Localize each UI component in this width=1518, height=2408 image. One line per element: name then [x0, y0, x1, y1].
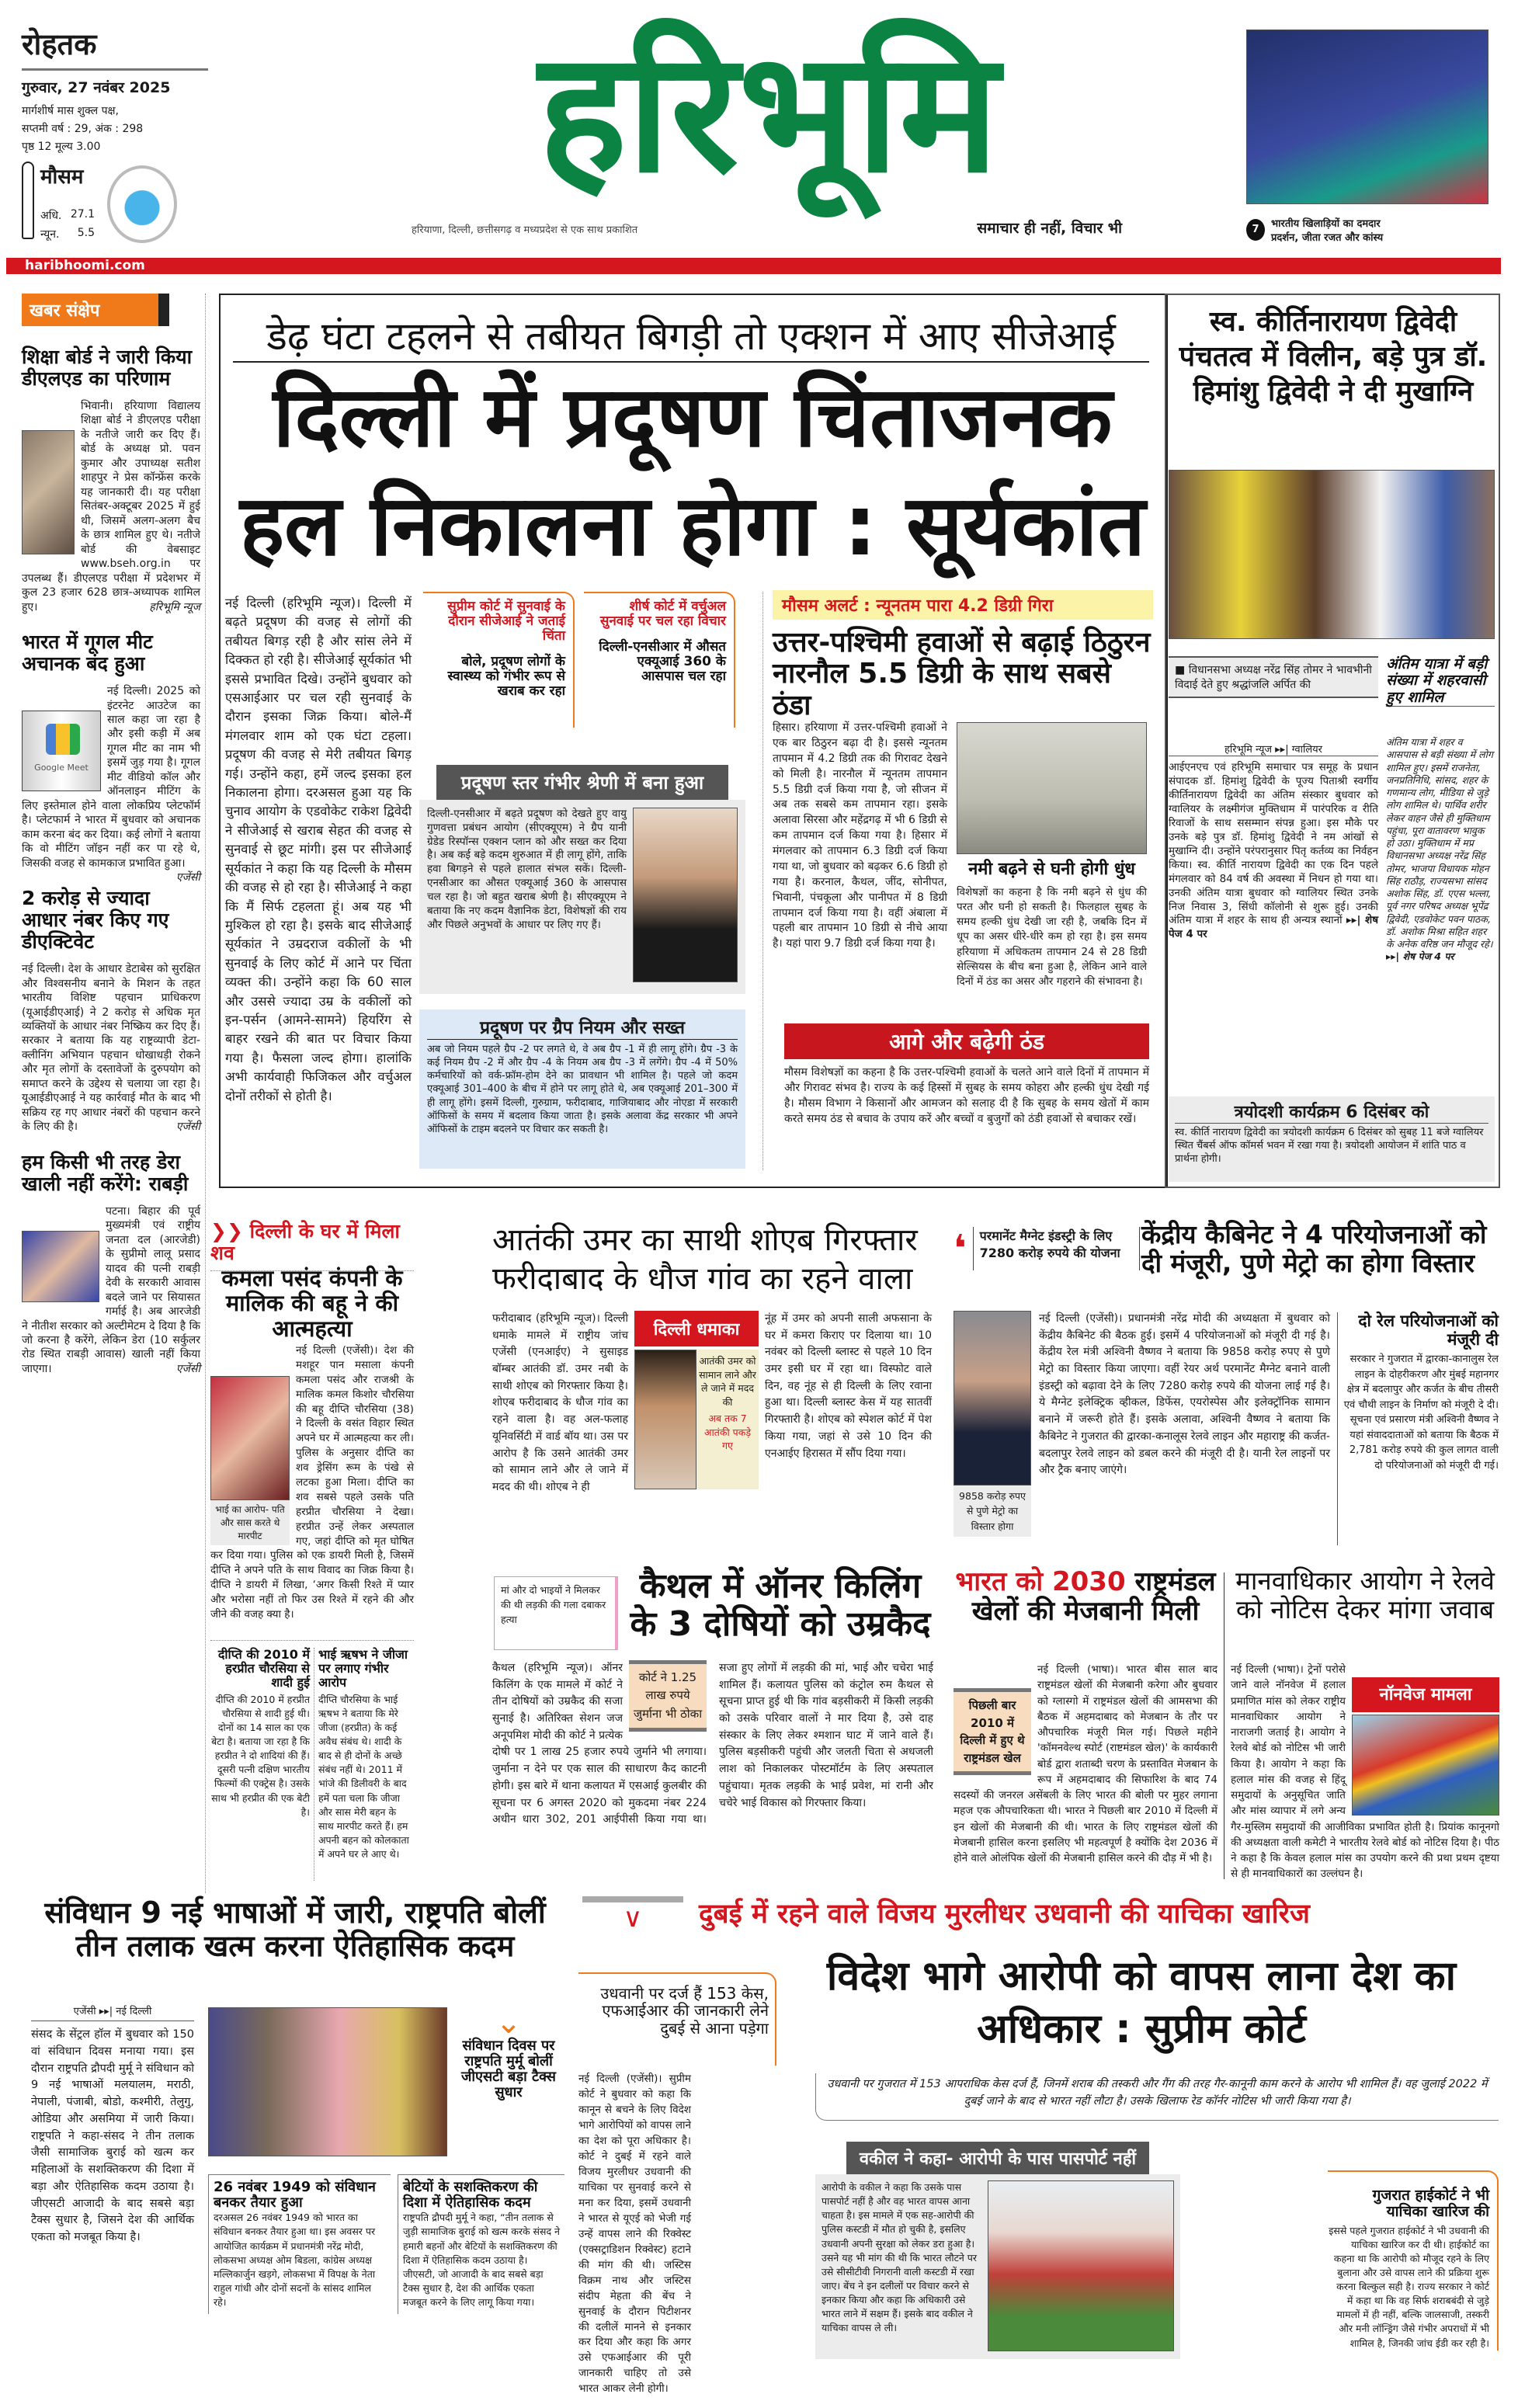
news-briefs-label: खबर संक्षेप [22, 294, 169, 326]
gujarat-hc-heading: गुजरात हाईकोर्ट ने भी याचिका खारिज की [1372, 2187, 1489, 2221]
kamla-side1-body: दीप्ति की 2010 में हरप्रीत चौरसिया से शादी हुई थी। दोनों का 14 साल का एक बेटा है। बताया जा रहा है कि हरप्रीत ने दो शादियां की हैं। दूसरी पत्नी दक्षिण भारतीय फिल्मों की एक्ट्रेस है। उसके साथ भी हरप्रीत की एक बेटी है। [211, 1693, 310, 1818]
kamla-side1-heading: दीप्ति की 2010 में हरप्रीत चौरसिया से शादी हुई [217, 1647, 310, 1690]
nonveg-tag: नॉनवेज मामला [1352, 1677, 1499, 1712]
brief-headline[interactable]: 2 करोड़ से ज्यादा आधार नंबर किए गए डीएक्टिवेट [22, 887, 169, 954]
box2-heading: बेटियों के सशक्तिकरण की दिशा में ऐतिहासिक कदम [403, 2179, 538, 2212]
dwivedi-side-heading: अंतिम यात्रा में बड़ी संख्या में शहरवासी हुए शामिल [1386, 656, 1495, 707]
cabinet-photo-caption: 9858 करोड़ रुपए से पुणे मेट्रो का विस्तार होगा [954, 1485, 1031, 1537]
kamla-side2-heading: भाई ऋषभ ने जीजा पर लगाए गंभीर आरोप [318, 1647, 408, 1690]
lawyer-box [815, 2174, 1180, 2359]
table-tennis-photo [1246, 30, 1488, 204]
constitution-body: संसद के सेंट्रल हॉल में बुधवार को 150 वां संविधान दिवस मनाया गया। इस दौरान राष्ट्रपति द्रौपदी मुर्मू ने संविधान को 9 नई भाषाओं मलयालम, मराठी, नेपाली, पंजाबी, बोडो, कश्मीरी, तेलुगु, ओडिया और असमिया में जारी किया। राष्ट्रपति ने कहा-संसद ने तीन तलाक जैसी सामाजिक बुराई को खत्म कर महिलाओं के सशक्तिकरण की दिशा में बड़ा और ऐतिहासिक कदम उठाया है। जीएसटी आजादी के बाद सबसे बड़ा टैक्स सुधार है, जिसने देश की आर्थिक एकता को मजबूत किया है। [31, 2028, 194, 2243]
cabinet-body-text: नई दिल्ली (एजेंसी)। प्रधानमंत्री नरेंद्र मोदी की अध्यक्षता में बुधवार को केंद्रीय कैबिनेट की बैठक हुई। इसमें 4 परियोजनाओं को मंजूरी दी गई है। केंद्रीय रेल मंत्री अश्विनी वैष्णव ने बताया कि 9858 करोड़ रुपए से पुणे मेट्रो का विस्तार किया जाएगा। वहीं रेयर अर्थ परमानेंट मैग्नेट बनाने वाली इंडस्ट्री को बढ़ावा देने के लिए 7280 करोड़ रुपये की योजना लाई गई है। ये मैग्नेट इलेक्ट्रिक व्हीकल, डिफेंस, एयरोस्पेस और इलेक्ट्रॉनिक सामान बनाने में जरूरी होते हैं। इसके अलावा, अश्विनी वैष्णव ने बताया कि कैबिनेट ने गुजरात की द्वारका-कनालूस रेलवे लाइन और महाराष्ट्र की कर्जत-बदलापुर रेलवे लाइन को डबल करने की मंजूरी दी है। यानी रेल लाइनों पर और ट्रैक बनाए जाएंगे। [1039, 1312, 1330, 1477]
nhrc-headline[interactable]: मानवाधिकार आयोग ने रेलवे को नोटिस देकर मांगा जवाब [1235, 1565, 1495, 1624]
fine-box [629, 1660, 707, 1732]
nhrc-media [1352, 1677, 1499, 1816]
constitution-side-caption [454, 2007, 563, 2101]
ashwini-vaishnaw-photo [954, 1311, 1031, 1485]
brief-credit: एजेंसी [175, 871, 200, 884]
shoaib-box-red: अब तक 7 आतंकी पकड़े गए [703, 1412, 752, 1451]
kaithal-body-text: कैथल (हरिभूमि न्यूज)। ऑनर किलिंग के एक मामले में कोर्ट ने तीन दोषियों को उम्रकैद की सजा सुनाई है। अतिरिक्त सेशन जज अनूपमिश मोदी की कोर्ट ने प्रत्येक दोषी पर 1 लाख 25 हजार रुपये जुर्माने भी लगाया। जुर्माना न देने पर एक साल की साधारण कैद काटनी होगी। इस बारे में थाना कलायत में एसआई कुलबीर की सूचना पर 6 अगस्त 2020 को मुकदमा नंबर 224 अधीन धारा 302, 201 आईपीसी किया गया था। सजा हुए लोगों में लड़की की मां, भाई और चचेरा भाई शामिल हैं। कलायत पुलिस को कंट्रोल रुम कैथल से सूचना प्राप्त हुई थी कि गांव बड़सीकरी में किसी लड़की को उसके परिवार वालों ने मार दिया है, उसे दाह संस्कार के लिए लेकर श्मशान घाट में जाने वाले हैं। पुलिस बड़सीकरी पहुंची और जलती चिता से अधजली लाश को निकालकर पोस्टमॉर्टम के लिए अस्पताल पहुंचाया। मृतक लड़की के भाई प्रवेश, मां रानी और चचेरे भाई विकास को गिरफ्तार किया। [492, 1662, 933, 1826]
constitution-byline: एजेंसी ▸▸| नई दिल्ली [31, 2003, 194, 2021]
slogan: समाचार ही नहीं, विचार भी [977, 220, 1122, 237]
dwivedi-side-body [1386, 736, 1495, 964]
grap-rules-box [419, 1009, 745, 1169]
cwg-body [954, 1662, 1218, 1866]
udhwani-sub-kicker: उधवानी पर दर्ज हैं 153 केस, एफआईआर की जानकारी लेने दुबई से आना पड़ेगा [578, 1972, 776, 2066]
more-cold-body: मौसम विशेषज्ञों का कहना है कि उत्तर-पश्चिमी हवाओं के चलते आने वाले दिनों में तापमान में और गिरावट संभव है। राज्य के कई हिस्सों में सुबह के समय कोहरा और हल्की धुंध देखी गई है। मौसम विभाग ने किसानों और आमजन को सलाह दी है कि सुबह के समय खेतों में काम करते समय ठंड से बचाव के उपाय करें और बच्चों व बुजुर्गों को ठंडी हवाओं से बचाकर रखें। [784, 1066, 1149, 1125]
dwivedi-bullet-text: विधानसभा अध्यक्ष नरेंद्र सिंह तोमर ने भावभीनी विदाई देते हुए श्रद्धांजलि अर्पित की [1175, 664, 1372, 691]
brief-body: नई दिल्ली। 2025 को इंटरनेट आउटेज का साल कहा जा रहा है और इसी कड़ी में अब गूगल मीट का नाम भी इसमें जुड़ गया है। गूगल मीट वीडियो कॉल और ऑनलाइन मीटिंग के लिए इस्तेमाल होने वाला लोकप्रिय प्लेटफॉर्म है। प्लेटफार्म ने भारत में बुधवार को अचानक काम करना बंद कर दिया। कई लोगों ने बताया कि वो मीटिंग जॉइन नहीं कर पा रहे थे, जिसकी वजह से कामकाज प्रभावित हुआ। [22, 685, 200, 870]
nhrc-body-text: नई दिल्ली (भाषा)। ट्रेनों परोसे जाने वाले नॉनवेज में हलाल प्रमाणित मांस को लेकर राष्ट्रीय मानवाधिकार आयोग ने नाराजगी जताई है। आयोग ने रेलवे बोर्ड को नोटिस भी जारी किया है। आयोग ने कहा कि हलाल मांस की वजह से हिंदू समुदायों के अनुसूचित जाति और मांस व्यापार में लगे अन्य गैर-मुस्लिम समुदायों की आजीविका प्रभावित होती है। प्रियांक कानूनगो की अध्यक्षता वाली कमेटी ने भारतीय रेलवे बोर्ड को नोटिस दिया है। पीठ ने कहा है कि केवल हलाल मांस का उपयोग करने की प्रथा प्रथम दृष्टया से ही मानवाधिकारों का उल्लंघन है। [1231, 1663, 1499, 1881]
quote-2-red: शीर्ष कोर्ट में वर्चुअल सुनवाई पर चल रहा विचार [599, 599, 726, 630]
side-caption-text: संविधान दिवस पर राष्ट्रपति मुर्मू बोलीं जीएसटी बड़ा टैक्स सुधार [461, 2038, 556, 2101]
kamla-kicker-text: दिल्ली के घर में मिला शव [210, 1220, 400, 1264]
sports-teaser[interactable] [1246, 216, 1495, 244]
lead-body: नई दिल्ली (हरिभूमि न्यूज)। दिल्ली में बढ़ते प्रदूषण की वजह से लोगों की तबीयत बिगड़ रही है और सांस लेने में दिक्कत हो रही है। सीजेआई सूर्यकांत भी इससे प्रभावित दिखे। उन्होंने बुधवार को एसआईआर पर चल रही सुनवाई के दौरान इसका जिक्र किया। बोले-मैं मंगलवार शाम को एक घंटा टहला। प्रदूषण की वजह से मेरी तबीयत बिगड़ गई। उन्होंने कहा, हमें जल्द इसका हल निकालना होगा। दरअसल हुआ यह कि चुनाव आयोग के एडवोकेट राकेश द्विवेदी ने सीजेआई से खराब सेहत की वजह से सुनवाई से छूट मांगी। इस पर सीजेआई सूर्यकांत ने कहा कि यह दिल्ली के मौसम की वजह से हो रहा है। सीजेआई ने कहा कि मैं सिर्फ टहलता हूं। अब यह भी मुश्किल हो रहा है। इसके बाद सीजेआई सूर्यकांत ने उम्रदराज वकीलों के भी सुनवाई के लिए कोर्ट में आने पर चिंता व्यक्त की। उन्होंने कहा कि 60 साल और उससे ज्यादा उम्र के वकीलों को इन-पर्सन (आमने-सामने) हियरिंग से बाहर रखने की बात पर विचार किया गया है। फैसला जल्द होगा। हालांकि अभी कार्यवाही फिजिकल और वर्चुअल दोनों तरीकों से होती है। [225, 596, 412, 1103]
delhi-blast-tag: दिल्ली धमाका [634, 1311, 759, 1346]
weather-headline[interactable]: उत्तर-पश्चिमी हवाओं से बढ़ाई ठिठुरन नारनौल 5.5 डिग्री के साथ सबसे ठंडा [773, 627, 1151, 721]
brief-story[interactable] [22, 346, 200, 614]
dwivedi-bullet: ■ विधानसभा अध्यक्ष नरेंद्र सिंह तोमर ने भावभीनी विदाई देते हुए श्रद्धांजलि अर्पित की [1169, 656, 1378, 698]
edition-city: रोहतक [22, 23, 208, 71]
quote-1-red: सुप्रीम कोर्ट में सुनवाई के दौरान सीजेआई ने जताई चिंता [447, 599, 565, 645]
kamla-headline[interactable]: कमला पसंद कंपनी के मालिक की बहू ने की आत्महत्या [221, 1265, 403, 1342]
cwg-headline-red: भारत को 2030 [955, 1566, 1126, 1597]
supreme-court-photo [988, 2180, 1174, 2351]
lead-divider [762, 592, 763, 1170]
shoaib-box-black: आतंकी उमर को सामान लाने और ले जाने में मदद की [699, 1355, 756, 1408]
kamla-sidebar-1 [210, 1648, 310, 1819]
aqi-box [419, 765, 745, 994]
cabinet-body [954, 1311, 1330, 1540]
max-temp-row [40, 208, 95, 223]
quote-mark-icon: ❛ [954, 1227, 967, 1270]
news-briefs-column [22, 294, 200, 1376]
grap-rules-heading: प्रदूषण पर ग्रैप नियम और सख्त [427, 1014, 738, 1040]
brief-credit: एजेंसी [175, 1121, 200, 1134]
cabinet-kicker-text: परमानेंट मैग्नेट इंडस्ट्री के लिए 7280 करोड़ रुपये की योजना [973, 1227, 1139, 1270]
lead-headline-line-1[interactable]: दिल्ली में प्रदूषण चिंताजनक [273, 369, 1113, 466]
udhwani-body: नई दिल्ली (एजेंसी)। सुप्रीम कोर्ट ने बुधवार को कहा कि कानून से बचने के लिए विदेश भागे आरोपियों को वापस लाने का देश को पूरा अधिकार है। कोर्ट ने दुबई में रहने वाले विजय मुरलीधर उधवानी की याचिका पर सुनवाई करने से मना कर दिया, इसमें उधवानी ने भारत से यूएई को भेजी गई उन्हें वापस लाने की रिक्वेस्ट (एक्सट्राडिशन रिक्वेस्ट) हटाने की मांग की थी। जस्टिस विक्रम नाथ और जस्टिस संदीप मेहता की बेंच ने सुनवाई के दौरान पिटीशनर की दलीलें मानने से इनकार कर दिया और कहा कि अगर उसे एफआईआर की पूरी जानकारी चाहिए तो उसे भारत आकर लेनी होगी। [578, 2073, 691, 2396]
shoaib-headline[interactable]: आतंकी उमर का साथी शोएब गिरफ्तार फरीदाबाद के धौज गांव का रहने वाला [492, 1222, 918, 1297]
aqi-box-body: दिल्ली-एनसीआर में बढ़ते प्रदूषण को देखते हुए वायु गुणवत्ता प्रबंधन आयोग (सीएक्यूएम) ने ग्रैप यानी ग्रेडेड रिस्पॉन्स एक्शन प्लान को और सख्त कर दिया है। अब कई बड़े कदम शुरुआत में ही लागू होंगे, ताकि हवा बिगड़ने से पहले हालात संभल सकें। दिल्ली-एनसीआर का औसत एक्यूआई 360 के आसपास चल रहा है। जो बहुत खराब श्रेणी है। सीएक्यूएम ने बताया कि नए कदम वैज्ञानिक डेटा, विशेषज्ञों की राय और पिछले अनुभवों के आधार पर लिए गए हैं। [427, 808, 627, 931]
chevron-icon: ❯❯ [210, 1220, 243, 1242]
cabinet-headline[interactable]: केंद्रीय कैबिनेट ने 4 परियोजनाओं को दी मंजूरी, पुणे मेट्रो का होगा विस्तार [1141, 1219, 1487, 1278]
kaithal-kicker: मां और दो भाइयों ने मिलकर की थी लड़की की गला दबाकर हत्या [494, 1576, 618, 1650]
lead-kicker[interactable]: डेढ़ घंटा टहलने से तबीयत बिगड़ी तो एक्शन में आए सीजेआई [233, 314, 1149, 363]
vaishnaw-photo-block [954, 1311, 1031, 1537]
constitution-headline[interactable]: संविधान 9 नई भाषाओं में जारी, राष्ट्रपति बोलीं तीन तलाक खत्म करना ऐतिहासिक कदम [44, 1895, 546, 1963]
website-link[interactable]: haribhoomi.com [25, 258, 145, 273]
constitution-day-photo [208, 2007, 447, 2156]
masthead-info [22, 23, 208, 247]
fine-box-text: कोर्ट ने 1.25 लाख रुपये जुर्माना भी ठोका [633, 1670, 703, 1721]
dwivedi-side-text: अंतिम यात्रा में शहर व आसपास से बड़ी संख्या में लोग शामिल हुए। इसमें राजनेता, जनप्रतिनिधि, सांसद, शहर के गणमान्य लोग, मीडिया से जुड़े लोग शामिल थे। पार्थिव शरीर लेकर वाहन जैसे ही मुक्तिधाम पहुंचा, पूरा वातावरण भावुक हो उठा। मुक्तिधाम में मप्र विधानसभा अध्यक्ष नरेंद्र सिंह तोमर, भाजपा विधायक मोहन सिंह राठौड़, राज्यसभा सांसद अशोक सिंह, डॉ. एएस भल्ला, पूर्व नगर परिषद अध्यक्ष भूपेंद्र द्विवेदी, एडवोकेट पवन पाठक, डॉ. अशोक मिश्रा सहित शहर के अनेक वरिष्ठ जन मौजूद रहे। [1386, 736, 1493, 950]
kamla-photo-caption: भाई का आरोप- पति और सास करते थे मारपीट [210, 1500, 290, 1545]
shoaib-body-2: नूंह में उमर को अपनी साली अफसाना के घर में कमरा किराए पर दिलाया था। 10 नवंबर को दिल्ली ब्लास्ट से पहले 10 दिन उमर इसी घर में रहा था। विस्फोट वाले दिन, वह नूंह से ही दिल्ली के लिए रवाना हुआ था। दिल्ली ब्लास्ट केस में यह सातवीं गिरफ्तारी है। शोएब को स्पेशल कोर्ट में पेश किया गया, जहां से उसे 10 दिन की एनआईए हिरासत में सौंप दिया गया। [765, 1312, 932, 1460]
column-divider [205, 294, 206, 1893]
quote-2-black: दिल्ली-एनसीआर में औसत एक्यूआई 360 के आसपास चल रहा [599, 639, 726, 685]
publication-tagline: हरियाणा, दिल्ली, छत्तीसगढ़ व मध्यप्रदेश से एक साथ प्रकाशित [412, 224, 638, 236]
grap-rules-body: अब जो नियम पहले ग्रैप -2 पर लगते थे, वे अब ग्रैप -1 में ही लागू होंगे। ग्रैप -3 के कई नियम ग्रैप -2 में और ग्रैप -4 के नियम अब ग्रैप -3 में लगेंगे। ग्रैप -4 में 50% कर्मचारियों को वर्क-फ्रॉम-होम देने का प्रावधान भी शामिल है। पहले जो कदम एक्यूआई 301–400 के बीच में होने पर लागू होते थे, अब एक्यूआई 201–300 में ही लागू होंगे। इसमें दिल्ली, गुरुग्राम, फरीदाबाद, गाजियाबाद और नोएडा में सरकारी ऑफिसों के समय में बदलाव किया जाता है। इसके अलावा केंद्र सरकार भी अपने ऑफिसों के टाइम बदलने पर विचार कर सकती है। [427, 1044, 738, 1135]
lawyer-heading: वकील ने कहा- आरोपी के पास पासपोर्ट नहीं [846, 2142, 1149, 2174]
weather-widget [22, 162, 208, 247]
rail-projects-heading: दो रेल परियोजनाओं को मंजूरी दी [1358, 1312, 1499, 1349]
board-chairman-photo [22, 430, 75, 554]
fog-road-photo [957, 722, 1147, 854]
more-cold-heading: आगे और बढ़ेगी ठंड [784, 1023, 1149, 1059]
box2-body: राष्ट्रपति द्रौपदी मुर्मू ने कहा, “तीन तलाक से जुड़ी सामाजिक बुराई को खत्म करके संसद ने हमारी बहनों और बेटियों के सशक्तिकरण की दिशा में ऐतिहासिक कदम उठाया है। जीएसटी, जो आजादी के बाद सबसे बड़ा टैक्स सुधार है, देश की आर्थिक एकता मजबूत करने के लिए लागू किया गया। [403, 2212, 560, 2309]
kaithal-body [492, 1660, 933, 1829]
cwg-headline-black: राष्ट्रमंडल खेलों की मेजबानी मिली [971, 1566, 1216, 1628]
lead-headline-line-2[interactable]: हल निकालना होगा : सूर्यकांत [239, 478, 1146, 575]
udhwani-red-kicker [582, 1896, 1499, 1934]
brief-story[interactable] [22, 888, 200, 1135]
udhwani-summary: उधवानी पर गुजरात में 153 आपराधिक केस दर्ज हैं, जिनमें शराब की तस्करी और गैंग की तरह गैर-कानूनी काम करने के आरोप भी शामिल हैं। वह जुलाई 2022 में दुबई जाने के बाद से भारत नहीं लौटा है। उसके खिलाफ रेड कॉर्नर नोटिस भी जारी किया गया है। [815, 2073, 1499, 2121]
teaser-line-1: भारतीय खिलाड़ियों का दमदार [1271, 218, 1381, 230]
brief-story[interactable] [22, 1152, 200, 1377]
box1-body: दरअसल 26 नवंबर 1949 को भारत का संविधान बनकर तैयार हुआ था। इस अवसर पर आयोजित कार्यक्रम में प्रधानमंत्री नरेंद्र मोदी, लोकसभा अध्यक्ष ओम बिडला, कांग्रेस अध्यक्ष मल्लिकार्जुन खड़गे, लोकसभा में विपक्ष के नेता राहुल गांधी और दोनों सदनों के सांसद शामिल रहे। [214, 2212, 376, 2309]
newspaper-logo: हरिभूमि [538, 15, 999, 210]
google-meet-logo-text: Google Meet [34, 763, 89, 773]
quote-1-black: बोले, प्रदूषण लोगों के स्वास्थ्य को गंभीर रूप से खराब कर रहा [447, 654, 565, 700]
trayodashi-box [1169, 1096, 1495, 1182]
min-temp-row [40, 227, 95, 241]
min-temp-label: न्यून. [40, 228, 60, 241]
brief-story[interactable] [22, 631, 200, 884]
shoaib-photo [634, 1350, 696, 1489]
brief-credit: एजेंसी [175, 1362, 200, 1375]
dwivedi-body [1169, 761, 1378, 942]
box1-heading: 26 नवंबर 1949 को संविधान बनकर तैयार हुआ [214, 2179, 376, 2212]
brief-credit: हरिभूमि न्यूज [149, 600, 200, 613]
trayodashi-body: स्व. कीर्ति नारायण द्विवेदी का त्रयोदशी कार्यक्रम 6 दिसंबर को सुबह 11 बजे ग्वालियर स्थित चैंबर्स ऑफ कॉमर्स भवन में रखा गया है। त्रयोदशी आयोजन में शांति पाठ व प्रार्थना होगी। [1175, 1127, 1484, 1165]
chevron-down-icon: ∨ [582, 1896, 683, 1934]
pages-price: पृष्ठ 12 मूल्य 3.00 [22, 141, 101, 153]
brief-headline[interactable]: हम किसी भी तरह डेरा खाली नहीं करेंगे: राबड़ी [22, 1150, 189, 1195]
chevron-down-icon: ⌄ [495, 2005, 522, 2041]
dwivedi-byline: हरिभूमि न्यूज ▸▸| ग्वालियर [1169, 742, 1378, 756]
lawyer-body: आरोपी के वकील ने कहा कि उसके पास पासपोर्ट नहीं है और वह भारत वापस आना चाहता है। इस मामले में एक सह-आरोपी की पुलिस कस्टडी में मौत हो चुकी है, इसलिए उधवानी अपनी सुरक्षा को लेकर डरा हुआ है। उसने यह भी मांग की थी कि भारत लौटने पर उसे सीसीटीवी निगरानी वाली कस्टडी में रखा जाए। बेंच ने इन दलीलों पर विचार करने से इनकार किया और कहा कि अधिकारी उसे भारत लाने में सक्षम हैं। इसके बाद वकील ने याचिका वापस ले ली। [822, 2181, 977, 2334]
continued-link[interactable]: ▸▸| शेष पेज 4 पर [1169, 914, 1379, 941]
gujarat-hc-box [1328, 2170, 1499, 2351]
udhwani-headline[interactable]: विदेश भागे आरोपी को वापस लाना देश का अधिकार : सुप्रीम कोर्ट [826, 1953, 1457, 2052]
kaithal-headline[interactable]: कैथल में ऑनर किलिंग के 3 दोषियों को उम्रकैद [630, 1566, 931, 1645]
train-photo [1352, 1715, 1499, 1816]
fog-body: विशेषज्ञों का कहना है कि नमी बढ़ने से धुंध की परत और घनी हो सकती है। फिलहाल सुबह के समय हल्की धुंध देखी जा रही है, जबकि दिन में धूप का असर धीरे-धीरे कम हो रहा है। इस समय हरियाणा में अधिकतम तापमान 24 से 28 डिग्री सेल्सियस के बीच बना हुआ है, लेकिन आने वाले दिनों में ठंड का असर और गहराने की संभावना है। [957, 886, 1147, 988]
cwg-headline[interactable] [954, 1567, 1218, 1626]
brief-body: नई दिल्ली। देश के आधार डेटाबेस को सुरक्षित और विश्वसनीय बनाने के मिशन के तहत भारतीय विशिष्ट पहचान प्राधिकरण (यूआईडीएआई) ने 2 करोड़ से अधिक मृत व्यक्तियों के आधार नंबर निष्क्रिय कर दिए हैं। सरकार ने बताया कि यह राष्ट्रव्यापी डेटा-क्लीनिंग अभियान पहचान धोखाधड़ी रोकने और मृत लोगों के दस्तावेजों के दुरुपयोग को समाप्त करने के उद्देश्य से चलाया जा रहा है। यूआईडीएआई ने यह कार्रवाई मौत के बाद भी सक्रिय रह गए आधार नंबरों की पहचान करने के लिए की है। [22, 963, 200, 1134]
max-temp-label: अधि. [40, 210, 62, 222]
page-number-badge: 7 [1246, 219, 1265, 241]
cloud-icon [107, 165, 177, 243]
shoaib-body-1: फरीदाबाद (हरिभूमि न्यूज)। दिल्ली धमाके मामले में राष्ट्रीय जांच एजेंसी (एनआईए) ने सुसाइड बॉम्बर आतंकी डॉ. उमर नबी के साथी शोएब को गिरफ्तार किया है। शोएब फरीदाबाद के धौज गांव का रहने वाला है। वह अल-फलाह यूनिवर्सिटी में वार्ड बॉय था। उस पर आरोप है कि उसने आतंकी उमर को सामान लाने और ले जाने में मदद की थी। शोएब ने ही [492, 1312, 628, 1493]
cji-surya-kant-photo [633, 808, 738, 982]
cabinet-kicker [954, 1227, 1140, 1270]
kamla-sidebar-2 [318, 1648, 414, 1861]
min-temp-value: 5.5 [77, 227, 95, 239]
divider [1337, 1312, 1338, 1545]
brief-headline[interactable]: भारत में गूगल मीट अचानक बंद हुआ [22, 631, 153, 676]
cwg-box: पिछली बार 2010 में दिल्ली में हुए थे राष्ट्रमंडल खेल [954, 1688, 1031, 1775]
edition-date: गुरुवार, 27 नवंबर 2025 [22, 79, 171, 96]
nhrc-body [1231, 1662, 1499, 1882]
shoaib-sidebox [634, 1311, 759, 1489]
side-continued-link[interactable]: ▸▸| शेष पेज 4 पर [1386, 950, 1454, 963]
kamla-body [210, 1343, 414, 1622]
fog-heading: नमी बढ़ने से घनी होगी धुंध [968, 860, 1135, 879]
rabri-devi-photo [22, 1231, 99, 1302]
weather-body: हिसार। हरियाणा में उत्तर-पश्चिमी हवाओं ने एक बार ठिठुरन बढ़ा दी है। इससे न्यूनतम तापमान में 4.2 डिग्री तक की गिरावट देखने को मिली है। नारनौल में न्यूनतम तापमान 5.5 डिग्री दर्ज किया गया है, जो सीजन में अब तक सबसे कम तापमान रहा। इसके अलावा सिरसा और महेंद्रगढ़ में भी 6 डिग्री से कम तापमान दर्ज किया गया है। हिसार में मंगलवार को तापमान 6.3 डिग्री दर्ज किया गया था, जो बुधवार को बढ़कर 6.6 डिग्री हो गया है। करनाल, कैथल, जींद, सोनीपत, भिवानी, पंचकूला और पानीपत में 8 डिग्री तापमान दर्ज किया गया है। वहीं अंबाला में पहली बार तापमान 10 डिग्री से नीचे आया है। यहां पारा 9.7 डिग्री दर्ज किया गया है। [773, 721, 947, 950]
kamla-side2-body: दीप्ति चौरसिया के भाई ऋषभ ने बताया कि मेरे जीजा (हरप्रीत) के कई अवैध संबंध थे। शादी के बाद से ही दोनों के अच्छे संबंध नहीं थे। 2011 में भांजे की डिलीवरी के बाद हमें पता चला कि जीजा और सास मेरी बहन के साथ मारपीट करते हैं। हम अपनी बहन को कोलकाता में अपने घर ले आए थे। [318, 1693, 409, 1861]
gujarat-hc-body: इससे पहले गुजरात हाईकोर्ट ने भी उधवानी की याचिका खारिज कर दी थी। हाईकोर्ट का कहना था कि आरोपी को मौजूद रहने के लिए बुलाना और उसे वापस लाने की प्रक्रिया शुरू करना बिल्कुल सही है। राज्य सरकार ने कोर्ट में कहा था कि वह सिर्फ शराबबंदी से जुड़े मामलों में ही नहीं, बल्कि जालसाजी, तस्करी और मनी लॉन्ड्रिंग जैसे गंभीर अपराधों में भी शामिल है, जिनकी जांच ईडी कर रही है। [1329, 2224, 1489, 2349]
lead-quote-2 [584, 592, 735, 728]
teaser-line-2: प्रदर्शन, जीता रजत और कांस्य [1271, 232, 1384, 244]
udhwani-kicker-text: दुबई में रहने वाले विजय मुरलीधर उधवानी की याचिका खारिज [699, 1899, 1310, 1930]
weather-alert-banner: मौसम अलर्ट : न्यूनतम पारा 4.2 डिग्री गिरा [773, 590, 1153, 620]
red-banner [6, 258, 1501, 274]
brief-body: भिवानी। हरियाणा विद्यालय शिक्षा बोर्ड ने डीएलएड परीक्षा के नतीजे जारी कर दिए हैं। बोर्ड के अध्यक्ष प्रो. पवन कुमार और उपाध्यक्ष सतीश शाहपुर ने प्रेस कॉन्फ्रेंस करके यह जानकारी दी। यह परीक्षा सितंबर-अक्टूबर 2025 में हुई थी, जिसमें अलग-अलग बैच के छात्र शामिल हुए थे। नतीजे बोर्ड की वेबसाइट www.bseh.org.in पर उपलब्ध हैं। डीएलएड परीक्षा में प्रदेशभर में कुल 23 हजार 628 छात्र-अध्यापक शामिल हुए। [22, 400, 200, 613]
dwivedi-headline[interactable]: स्व. कीर्तिनारायण द्विवेदी पंचतत्व में विलीन, बड़े पुत्र डॉ. हिमांशु द्विवेदी ने दी मुखाग्नि [1179, 306, 1488, 408]
cwg-body-text: नई दिल्ली (भाषा)। भारत बीस साल बाद राष्ट्रमंडल खेलों की मेजबानी करेगा और बुधवार को ग्लास्गो में राष्ट्रमंडल खेलों की आमसभा की बैठक में अहमदाबाद को मेजबान के तौर पर औपचारिक मंजूरी मिल गई। पिछले महीने 'कॉमनवेल्थ स्पोर्ट (राष्टमंडल खेल)' के कार्यकारी बोर्ड द्वारा शताब्दी चरण के प्रस्तावित मेजबान के रूप में अहमदाबाद की सिफारिश के बाद 74 सदस्यों की जनरल असेंबली के लिए भारत की बोली पर मुहर लगाना महज एक औपचारिकता थी। भारत ने पिछली बार 2010 में दिल्ली में इन खेलों की मेजबानी की थी। भारत के लिए राष्ट्रमंडल खेलों की मेजबानी हासिल करना इसलिए भी महत्वपूर्ण है क्योंकि देश 2036 में होने वाले ओलंपिक खेलों की मेजबानी हासिल करने की दौड़ में भी है। [954, 1663, 1218, 1864]
kamla-kicker [210, 1221, 414, 1271]
lead-quote-1 [423, 592, 575, 728]
trayodashi-heading: त्रयोदशी कार्यक्रम 6 दिसंबर को [1175, 1100, 1488, 1124]
max-temp-value: 27.1 [70, 208, 95, 221]
constitution-box-2 [398, 2174, 564, 2314]
divider [210, 1640, 414, 1641]
aqi-box-heading: प्रदूषण स्तर गंभीर श्रेणी में बना हुआ [436, 765, 728, 800]
dwivedi-body-text: आईएनएच एवं हरिभूमि समाचार पत्र समूह के प्रधान संपादक डॉ. हिमांशु द्विवेदी के पूज्य पिताश्री स्वर्गीय कीर्तिनारायण द्विवेदी का अंतिम संस्कार बुधवार को ग्वालियर के लक्ष्मीगंज मुक्तिधाम में पारंपरिक व रीति रिवाजों के साथ ससम्मान संपन्न हुआ। इस मौके पर उनके बड़े पुत्र डॉ. हिमांशु द्विवेदी ने नम आंखों से मुखाग्नि दी। उन्होंने परंपरानुसार पितृ कर्तव्य का निर्वहन किया। स्व. कीर्ति नारायण द्विवेदी का एक दिन पहले मंगलवार को 84 वर्ष की अवस्था में निधन हो गया था। उनकी अंतिम यात्रा बुधवार को ग्वालियर स्थित उनके निज निवास 3, सिंधी कॉलोनी से शुरू हुई। उनकी अंतिम यात्रा में शहर के साथ ही अन्यत्र स्थानों [1169, 761, 1378, 927]
constitution-box-1 [208, 2174, 391, 2314]
brief-headline[interactable]: शिक्षा बोर्ड ने जारी किया डीएलएड का परिणाम [22, 346, 193, 390]
google-meet-logo [22, 711, 101, 791]
deepti-chaurasia-photo [210, 1376, 290, 1500]
rail-projects-sidebar [1343, 1312, 1499, 1473]
thermometer-icon [22, 162, 34, 239]
brief-body: पटना। बिहार की पूर्व मुख्यमंत्री एवं राष्ट्रीय जनता दल (आरजेडी) के सुप्रीमो लालू प्रसाद यादव की पत्नी राबड़ी देवी के सरकारी आवास बदले जाने पर सियासत गर्माई है। अब आरजेडी ने नीतीश सरकार को अल्टीमेटम दे दिया है कि जो करना है करेंगे, लेकिन डेरा (10 सर्कुलर रोड स्थित राबड़ी आवास) खाली नहीं किया जाएगा। [22, 1204, 200, 1375]
rail-projects-body: सरकार ने गुजरात में द्वारका-कानालुस रेल लाइन के दोहरीकरण और मुंबई महानगर क्षेत्र में बदलापुर और कर्जत के बीच तीसरी एवं चौथी लाइन के निर्माण को मंजूरी दे दी। सूचना एवं प्रसारण मंत्री अश्विनी वैष्णव ने यहां संवाददाताओं को बताया कि बैठक में 2,781 करोड़ रुपये की कुल लागत वाली दो परियोजनाओं को मंजूरी दी गई। [1343, 1353, 1499, 1472]
edition-number: सप्तमी वर्ष : 29, अंक : 298 [22, 123, 144, 135]
funeral-photo [1169, 470, 1495, 639]
hindu-calendar: मार्गशीर्ष मास शुक्ल पक्ष, [22, 105, 120, 117]
kamla-body-text: नई दिल्ली (एजेंसी)। देश की मशहूर पान मसाला कंपनी कमला पसंद और राजश्री के मालिक कमल किशोर चौरसिया की बहू दीप्ति चौरसिया (38) ने दिल्ली के वसंत विहार स्थित अपने घर में आत्महत्या कर ली। पुलिस के अनुसार दीप्ति का शव ड्रेसिंग रूम के पंखे से लटका हुआ मिला। दीप्ति का शव सबसे पहले उसके पति हरप्रीत चौरसिया ने देखा। हरप्रीत उन्हें लेकर अस्पताल गए, जहां दीप्ति को मृत घोषित कर दिया गया। पुलिस को एक डायरी मिली है, जिसमें दीप्ति ने अपने पति के साथ विवाद का जिक्र किया है। दीप्ति ने डायरी में लिखा, ‘अगर किसी रिश्ते में प्यार और भरोसा नहीं तो फिर उस रिश्ते में रहने की और जीने की वजह क्या है। [210, 1344, 414, 1621]
weather-label: मौसम [40, 165, 84, 189]
